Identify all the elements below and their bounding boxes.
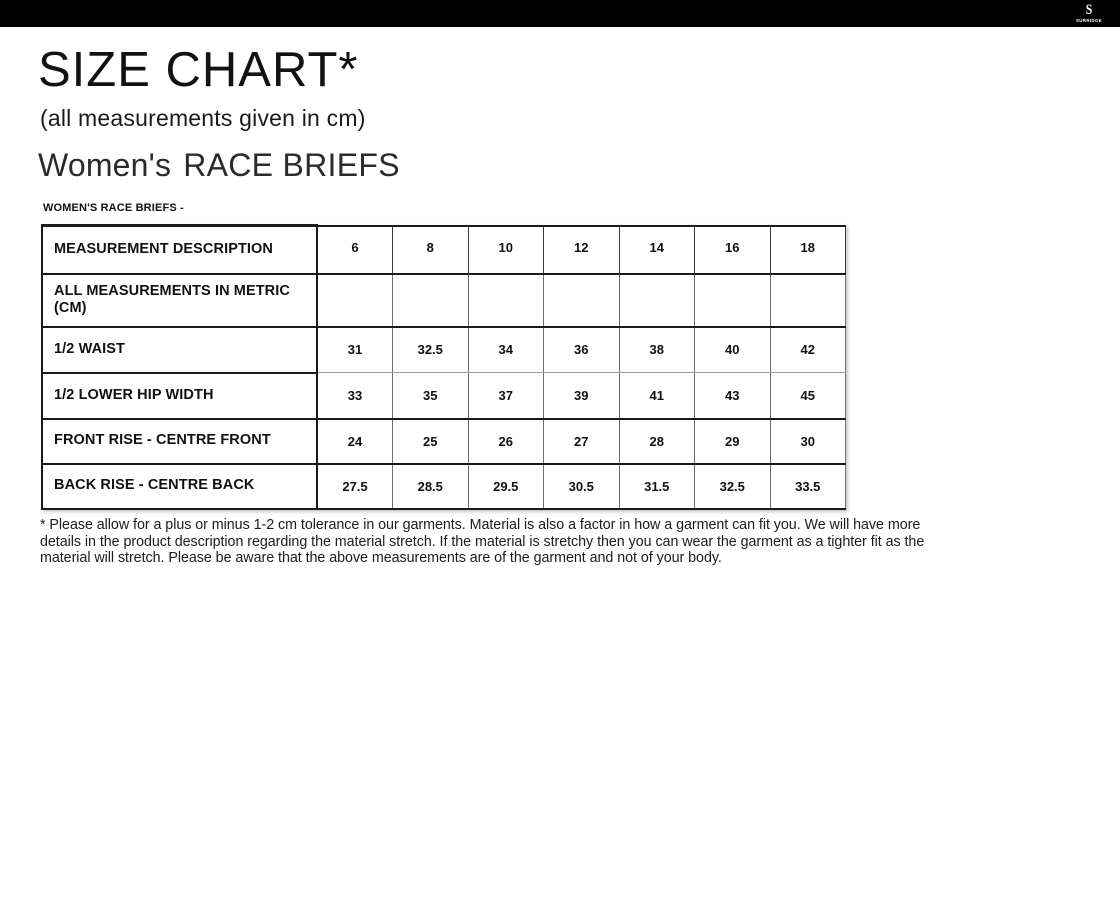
- table-row-front-rise: [42, 419, 846, 464]
- row-label-half-lower-hip-width: 1/2 LOWER HIP WIDTH: [42, 373, 317, 419]
- table-row-half-waist: [42, 327, 846, 373]
- cell-half-lower-hip-width-12: 39: [544, 373, 620, 419]
- page-subtitle: (all measurements given in cm): [40, 105, 366, 131]
- column-header-description: MEASUREMENT DESCRIPTION: [42, 226, 317, 274]
- cell-half-lower-hip-width-8: 35: [393, 373, 469, 419]
- cell-half-waist-6: 31: [317, 327, 393, 373]
- garment-gender: Women's: [38, 147, 172, 183]
- cell-units-16: [695, 274, 771, 327]
- cell-front-rise-18: 30: [770, 419, 846, 464]
- cell-half-lower-hip-width-16: 43: [695, 373, 771, 419]
- cell-half-lower-hip-width-10: 37: [468, 373, 544, 419]
- cell-front-rise-10: 26: [468, 419, 544, 464]
- cell-half-waist-16: 40: [695, 327, 771, 373]
- column-header-size-18: 18: [770, 226, 846, 274]
- cell-half-lower-hip-width-18: 45: [770, 373, 846, 419]
- cell-units-14: [619, 274, 695, 327]
- cell-back-rise-12: 30.5: [544, 464, 620, 509]
- column-header-size-14: 14: [619, 226, 695, 274]
- cell-units-18: [770, 274, 846, 327]
- cell-back-rise-16: 32.5: [695, 464, 771, 509]
- cell-half-lower-hip-width-14: 41: [619, 373, 695, 419]
- row-label-half-waist: 1/2 WAIST: [42, 327, 317, 373]
- column-header-size-10: 10: [468, 226, 544, 274]
- cell-back-rise-10: 29.5: [468, 464, 544, 509]
- cell-back-rise-18: 33.5: [770, 464, 846, 509]
- cell-back-rise-6: 27.5: [317, 464, 393, 509]
- cell-back-rise-14: 31.5: [619, 464, 695, 509]
- surridge-wordmark: SURRIDGE: [1076, 18, 1102, 23]
- size-chart-table: [41, 224, 846, 510]
- table-row-back-rise: [42, 464, 846, 509]
- surridge-s-mark: S: [1086, 2, 1092, 18]
- cell-units-10: [468, 274, 544, 327]
- table-row-units: [42, 274, 846, 327]
- cell-front-rise-14: 28: [619, 419, 695, 464]
- cell-units-12: [544, 274, 620, 327]
- table-caption: WOMEN'S RACE BRIEFS -: [43, 202, 184, 214]
- column-header-size-12: 12: [544, 226, 620, 274]
- cell-half-lower-hip-width-6: 33: [317, 373, 393, 419]
- column-header-size-6: 6: [317, 226, 393, 274]
- table-row-half-lower-hip-width: [42, 373, 846, 419]
- cell-back-rise-8: 28.5: [393, 464, 469, 509]
- cell-half-waist-14: 38: [619, 327, 695, 373]
- surridge-logo[interactable]: [1072, 1, 1106, 26]
- row-label-units: [42, 274, 317, 327]
- cell-half-waist-12: 36: [544, 327, 620, 373]
- page-title: SIZE CHART*: [38, 43, 359, 97]
- size-table-container: [41, 224, 845, 510]
- row-label-units-line2: (CM): [54, 300, 87, 316]
- cell-units-6: [317, 274, 393, 327]
- cell-half-waist-10: 34: [468, 327, 544, 373]
- footnote-text: * Please allow for a plus or minus 1-2 cm tolerance in our garments. Material is also a factor in how a garment can fit you. We will have more details in the product description regarding the material stretch. If the material is stretchy then you can wear the garment as a tighter fit as the material will stretch. Please be aware that the above measurements are of the garment and not of your body.: [40, 517, 925, 567]
- garment-product: RACE BRIEFS: [183, 147, 400, 183]
- row-label-units-line1: ALL MEASUREMENTS IN METRIC: [54, 282, 290, 299]
- row-label-front-rise: FRONT RISE - CENTRE FRONT: [42, 419, 317, 464]
- cell-half-waist-8: 32.5: [393, 327, 469, 373]
- column-header-size-8: 8: [393, 226, 469, 274]
- cell-units-8: [393, 274, 469, 327]
- column-header-size-16: 16: [695, 226, 771, 274]
- garment-heading: [38, 149, 400, 181]
- row-label-back-rise: BACK RISE - CENTRE BACK: [42, 464, 317, 509]
- cell-front-rise-6: 24: [317, 419, 393, 464]
- table-header-row: [42, 226, 846, 274]
- cell-half-waist-18: 42: [770, 327, 846, 373]
- cell-front-rise-16: 29: [695, 419, 771, 464]
- cell-front-rise-12: 27: [544, 419, 620, 464]
- cell-front-rise-8: 25: [393, 419, 469, 464]
- top-bar: [0, 0, 1120, 27]
